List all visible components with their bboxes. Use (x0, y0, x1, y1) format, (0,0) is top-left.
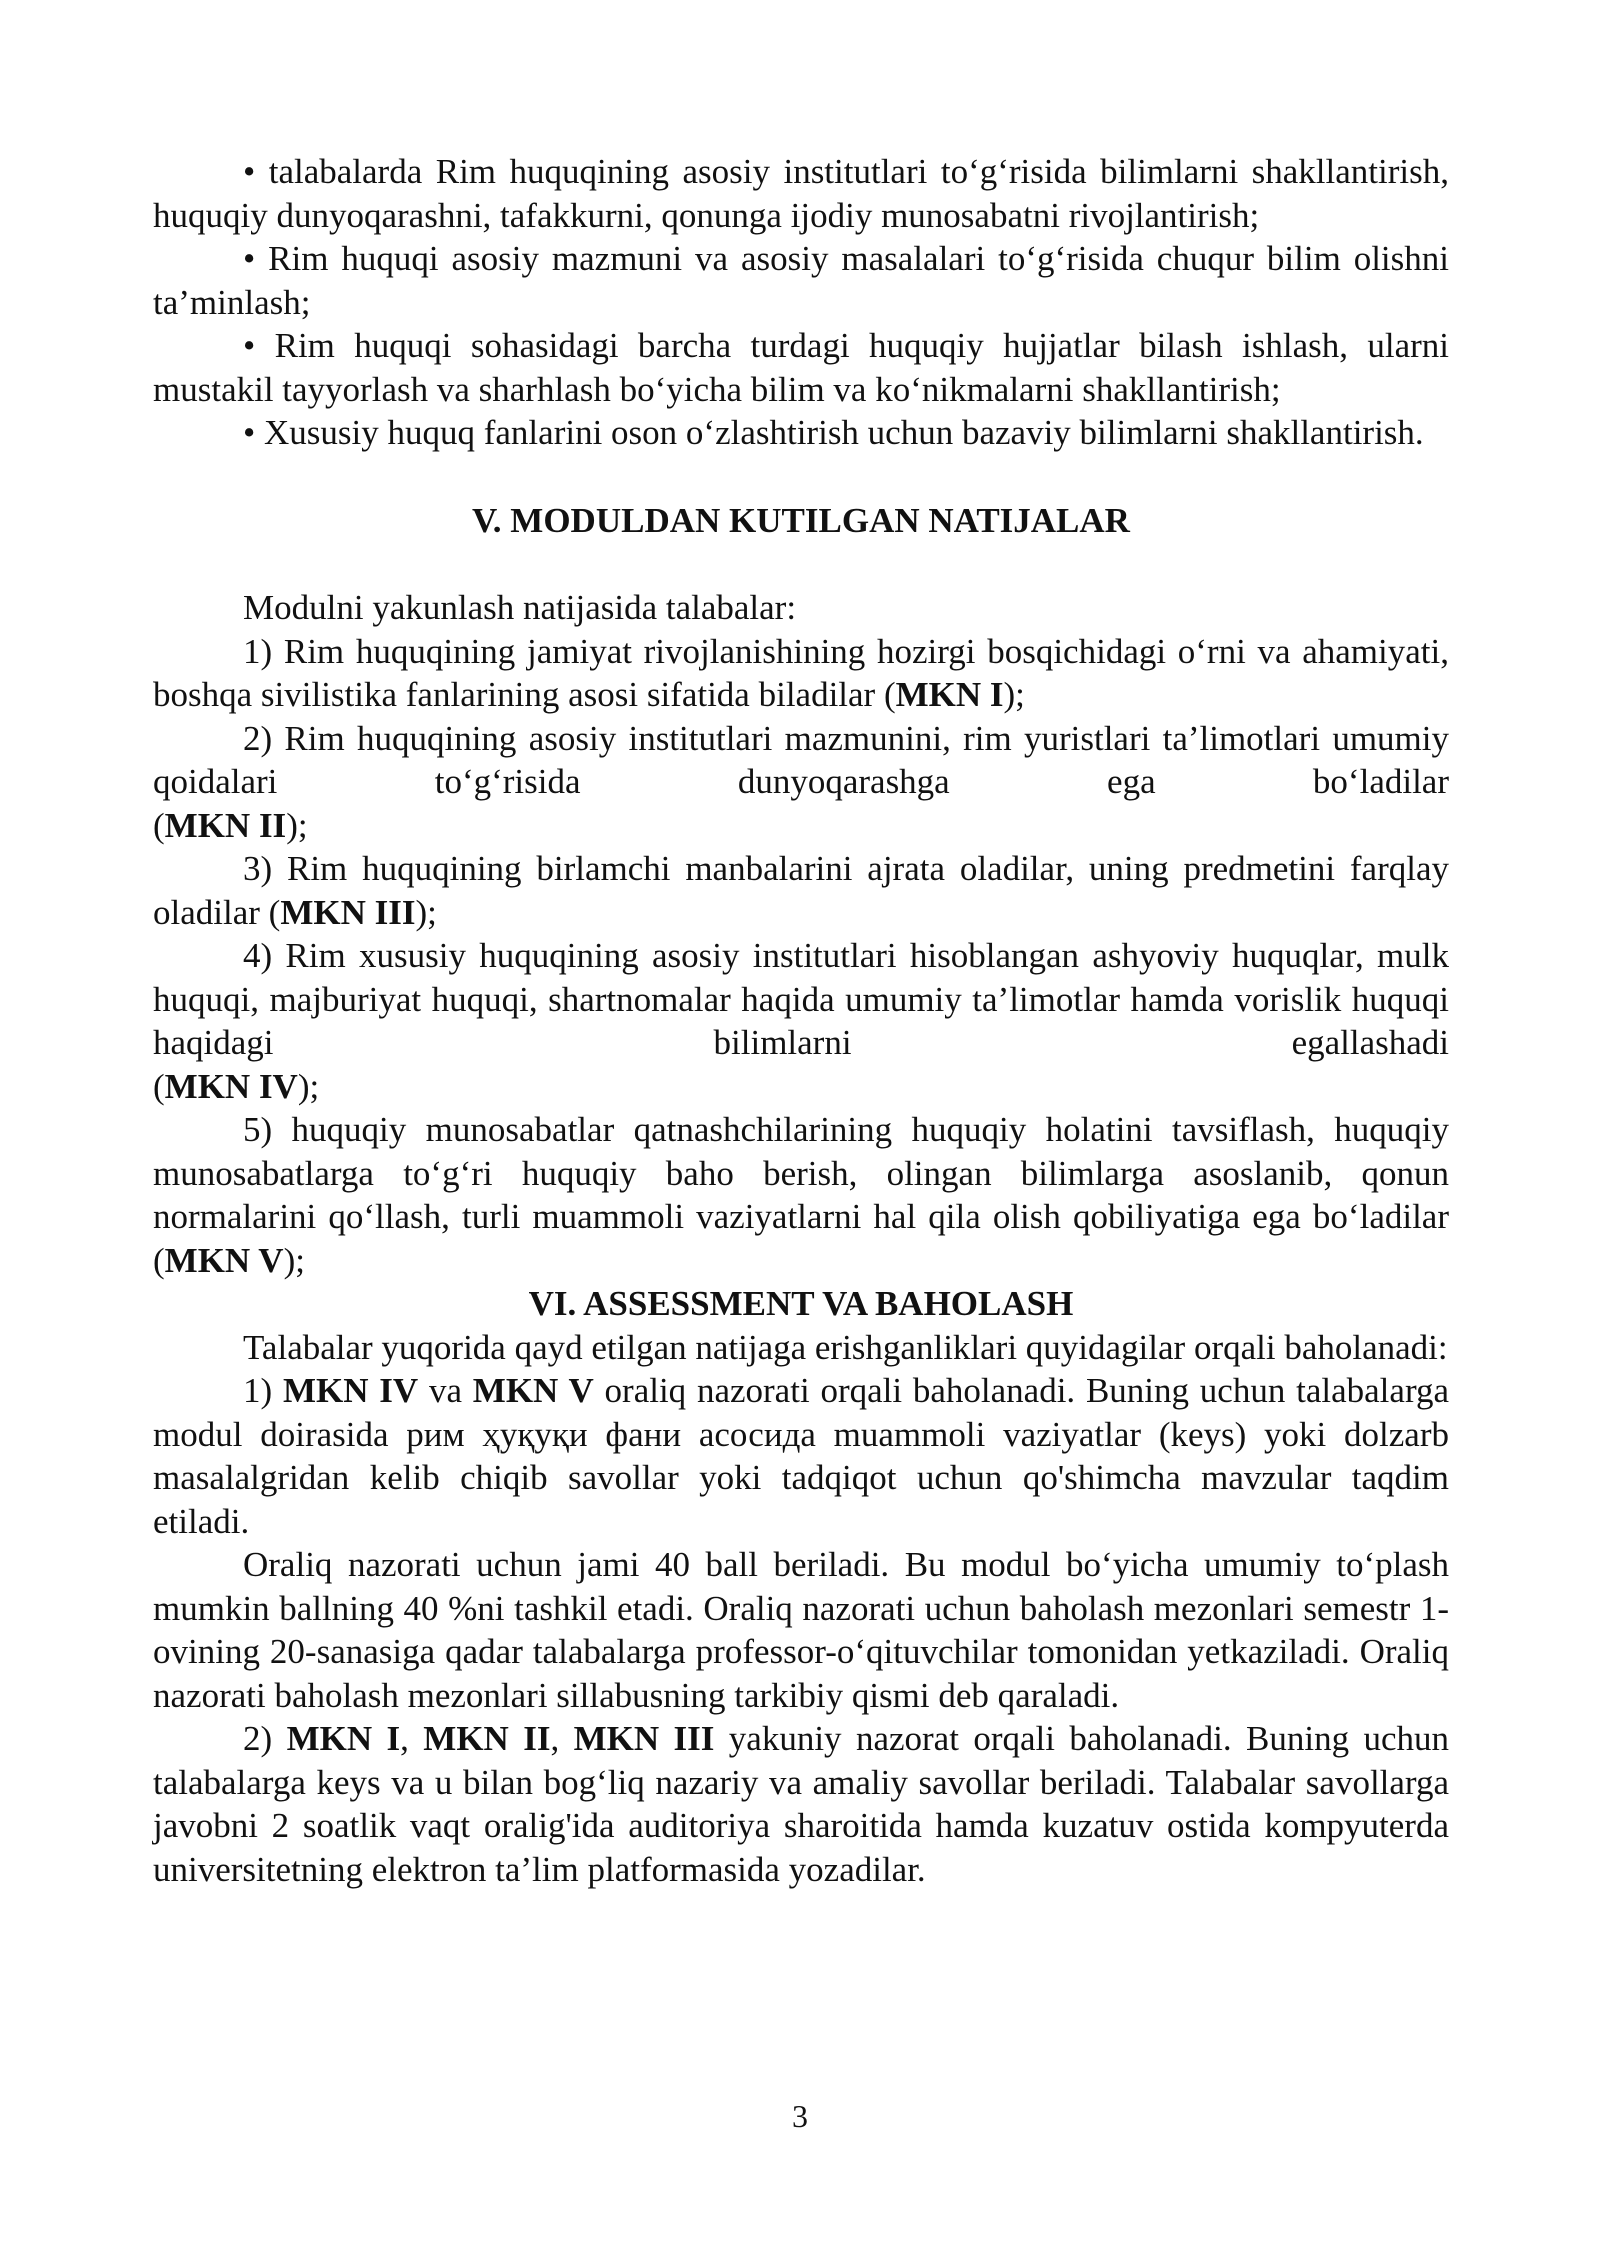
result-end: ); (415, 892, 437, 932)
result-end: ); (1003, 675, 1025, 714)
item-mid: va (418, 1371, 473, 1410)
competence-code: MKN III (280, 892, 416, 932)
results-intro: Modulni yakunlash natijasida talabalar: (243, 588, 797, 627)
bullet-item: • Xususiy huquq fanlarini oson o‘zlashtirish uchun bazaviy bilimlarni shakllantirish. (243, 413, 1424, 452)
competence-code: MKN IV (164, 1066, 298, 1106)
result-item-3 (153, 847, 1449, 934)
competence-code: MKN V (472, 1371, 594, 1410)
result-item-4-code-line (153, 1065, 1449, 1109)
item-prefix: 1) (243, 1371, 283, 1410)
assessment-intro: Talabalar yuqorida qayd etilgan natijaga erishganliklari quyidagilar orqali baholanadi: (243, 1327, 1448, 1367)
competence-code: MKN III (573, 1719, 715, 1758)
competence-code: MKN II (423, 1719, 551, 1758)
item-sep: , (550, 1719, 574, 1758)
assessment-item-2 (153, 1717, 1449, 1891)
competence-code: MKN IV (282, 1371, 419, 1410)
result-text: 1) Rim huquqining jamiyat rivojlanishining hozirgi bosqichidagi o‘rni va ahamiyati, boshqa sivilistika fanlarining asosi sifatida biladilar ( (153, 631, 1449, 714)
item-text: yakuniy nazorat orqali baholanadi. Buning uchun talabalarga keys va u bilan bog‘liq nazariy va amaliy savollar beriladi. Talabalar savollarga javobni 2 soatlik vaqt oralig'ida auditoriya sharoitida hamda kuzatuv ostida kompyuterda universitetning elektron ta’lim platformasida yozadilar. (153, 1719, 1450, 1889)
bullet-item: • Rim huquqi asosiy mazmuni va asosiy masalalari to‘g‘risida chuqur bilim olishni ta’minlash; (153, 239, 1449, 322)
section-heading-results: V. MODULDAN KUTILGAN NATIJALAR (472, 500, 1130, 540)
result-open: ( (153, 805, 165, 845)
bullet-item: • talabalarda Rim huquqining asosiy institutlari to‘g‘risida bilimlarni shakllantirish, huquqiy dunyoqarashni, tafakkurni, qonunga ijodiy munosabatni rivojlantirish; (153, 152, 1449, 235)
result-item-2-code-line (153, 804, 1449, 848)
competence-code: MKN I (286, 1719, 401, 1758)
competence-code: MKN II (164, 805, 287, 845)
section-heading-assessment: VI. ASSESSMENT VA BAHOLASH (528, 1284, 1074, 1323)
competence-code: MKN I (895, 675, 1004, 714)
competence-code: MKN V (164, 1240, 284, 1280)
item-text: oraliq nazorati orqali baholanadi. Buning uchun talabalarga modul doirasida рим ҳуқуқи фани асосида muammoli vaziyatlar (keys) yoki dolzarb masalalgridan kelib chiqib savollar yoki tadqiqot uchun qo'shimcha mavzular taqdim etiladi. (153, 1371, 1449, 1541)
document-page (153, 150, 1449, 1891)
page-number: 3 (792, 2098, 808, 2134)
result-end: ); (297, 1066, 320, 1106)
item-sep: , (400, 1719, 424, 1758)
result-open: ( (153, 1066, 165, 1106)
item-prefix: 2) (243, 1719, 287, 1758)
result-end: ); (286, 805, 308, 845)
result-text: 3) Rim huquqining birlamchi manbalarini ajrata oladilar, uning predmetini farqlay oladilar ( (153, 849, 1449, 932)
result-item-5 (153, 1108, 1449, 1282)
assessment-paragraph: Oraliq nazorati uchun jami 40 ball beriladi. Bu modul bo‘yicha umumiy to‘plash mumkin ballning 40 %ni tashkil etadi. Oraliq nazorati uchun baholash mezonlari semestr 1-ovining 20-sanasiga qadar talabalarga professor-o‘qituvchilar tomonidan yetkaziladi. Oraliq nazorati baholash mezonlari sillabusning tarkibiy qismi deb qaraladi. (153, 1545, 1449, 1715)
result-item-2-line: 2) Rim huquqining asosiy institutlari mazmunini, rim yuristlari ta’limotlari umumiy qoidalari to‘g‘risida dunyoqarashga ega bo‘ladilar (153, 718, 1449, 801)
assessment-item-1 (153, 1369, 1449, 1543)
result-end: ); (283, 1240, 305, 1280)
result-item-1 (153, 630, 1449, 717)
bullet-item: • Rim huquqi sohasidagi barcha turdagi huquqiy hujjatlar bilash ishlash, ularni mustakil tayyorlash va sharhlash bo‘yicha bilim va ko‘nikmalarni shakllantirish; (153, 326, 1449, 409)
result-text: 5) huquqiy munosabatlar qatnashchilarining huquqiy holatini tavsiflash, huquqiy munosabatlarga to‘g‘ri huquqiy baho berish, olingan bilimlarga asoslanib, qonun normalarini qo‘llash, turli muammoli vaziyatlarni hal qila olish qobiliyatiga ega bo‘ladilar ( (153, 1110, 1449, 1280)
result-item-4-line: 4) Rim xususiy huquqining asosiy institutlari hisoblangan ashyoviy huquqlar, mulk huquqi, majburiyat huquqi, shartnomalar haqida umumiy ta’limotlar hamda vorislik huquqi haqidagi bilimlarni egallashadi (153, 936, 1449, 1062)
